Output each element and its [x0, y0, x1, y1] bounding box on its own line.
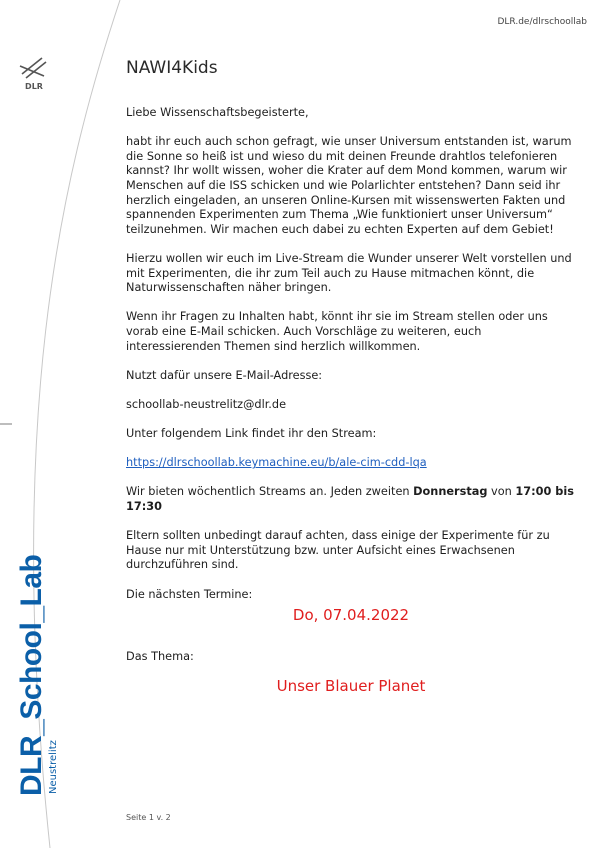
dlr-logo [14, 52, 54, 92]
letter-body [126, 106, 576, 695]
page-title: NAWI4Kids [126, 58, 218, 78]
brand-name: DLR_School_Lab [15, 554, 48, 796]
link-intro: Unter folgendem Link findet ihr den Stream: [126, 427, 377, 441]
next-date: Do, 07.04.2022 [292, 606, 410, 625]
side-brand [16, 555, 59, 796]
schedule-pre: Wir bieten wöchentlich Streams an. Jeden zweiten [126, 485, 414, 499]
brand-location: Neustrelitz [48, 740, 59, 794]
paragraph-intro: habt ihr euch auch schon gefragt, wie unser Universum entstanden ist, warum die Sonne so heiß ist und wieso du mit deinen Freunde drahtlos telefonieren kannst? Ihr wollt wissen, woher die Krater auf dem Mond kommen, warum wir Menschen auf die ISS schicken und wie Polarlichter entstehen? Dann seid ihr herzlich eingeladen, an unseren Online-Kursen mit wissenswerten Fakten und spannenden Experimenten zum Thema „Wie funktioniert unser Universum“ teilzunehmen. Wir machen euch dabei zu echten Experten auf dem Gebiet! [126, 135, 572, 236]
theme-title: Unser Blauer Planet [276, 676, 426, 695]
dlr-logo-icon [14, 52, 54, 92]
paragraph-questions: Wenn ihr Fragen zu Inhalten habt, könnt ihr sie im Stream stellen oder uns vorab eine E-Mail schicken. Auch Vorschläge zu weiteren, euch interessierenden Themen sind herzlich willkommen. [126, 310, 548, 353]
greeting: Liebe Wissenschaftsbegeisterte, [126, 106, 309, 119]
schedule-mid: von [487, 485, 516, 499]
schedule-text [126, 485, 576, 514]
dlr-logo-text: DLR [25, 82, 43, 91]
schedule-day: Donnerstag [413, 485, 488, 499]
stream-link[interactable]: https://dlrschoollab.keymachine.eu/b/ale-cim-cdd-lqa [126, 456, 427, 470]
theme-label: Das Thema: [126, 650, 194, 664]
page-number: Seite 1 v. 2 [126, 813, 171, 822]
schedule-time: 17:00 bis 17:30 [126, 485, 574, 514]
side-marker [0, 423, 12, 425]
next-dates-label: Die nächsten Termine: [126, 587, 253, 601]
parents-note: Eltern sollten unbedingt darauf achten, dass einige der Experimente für zu Hause nur mit Unterstützung bzw. unter Aufsicht eines Erwachsenen durchzuführen sind. [126, 529, 550, 572]
header-url: DLR.de/dlrschoollab [497, 17, 587, 27]
email-address: schoollab-neustrelitz@dlr.de [126, 397, 287, 411]
email-intro: Nutzt dafür unsere E-Mail-Adresse: [126, 368, 323, 382]
paragraph-stream: Hierzu wollen wir euch im Live-Stream die Wunder unserer Welt vorstellen und mit Experimenten, die ihr zum Teil auch zu Hause mitmachen könnt, die Naturwissenschaften näher bringen. [126, 251, 572, 295]
